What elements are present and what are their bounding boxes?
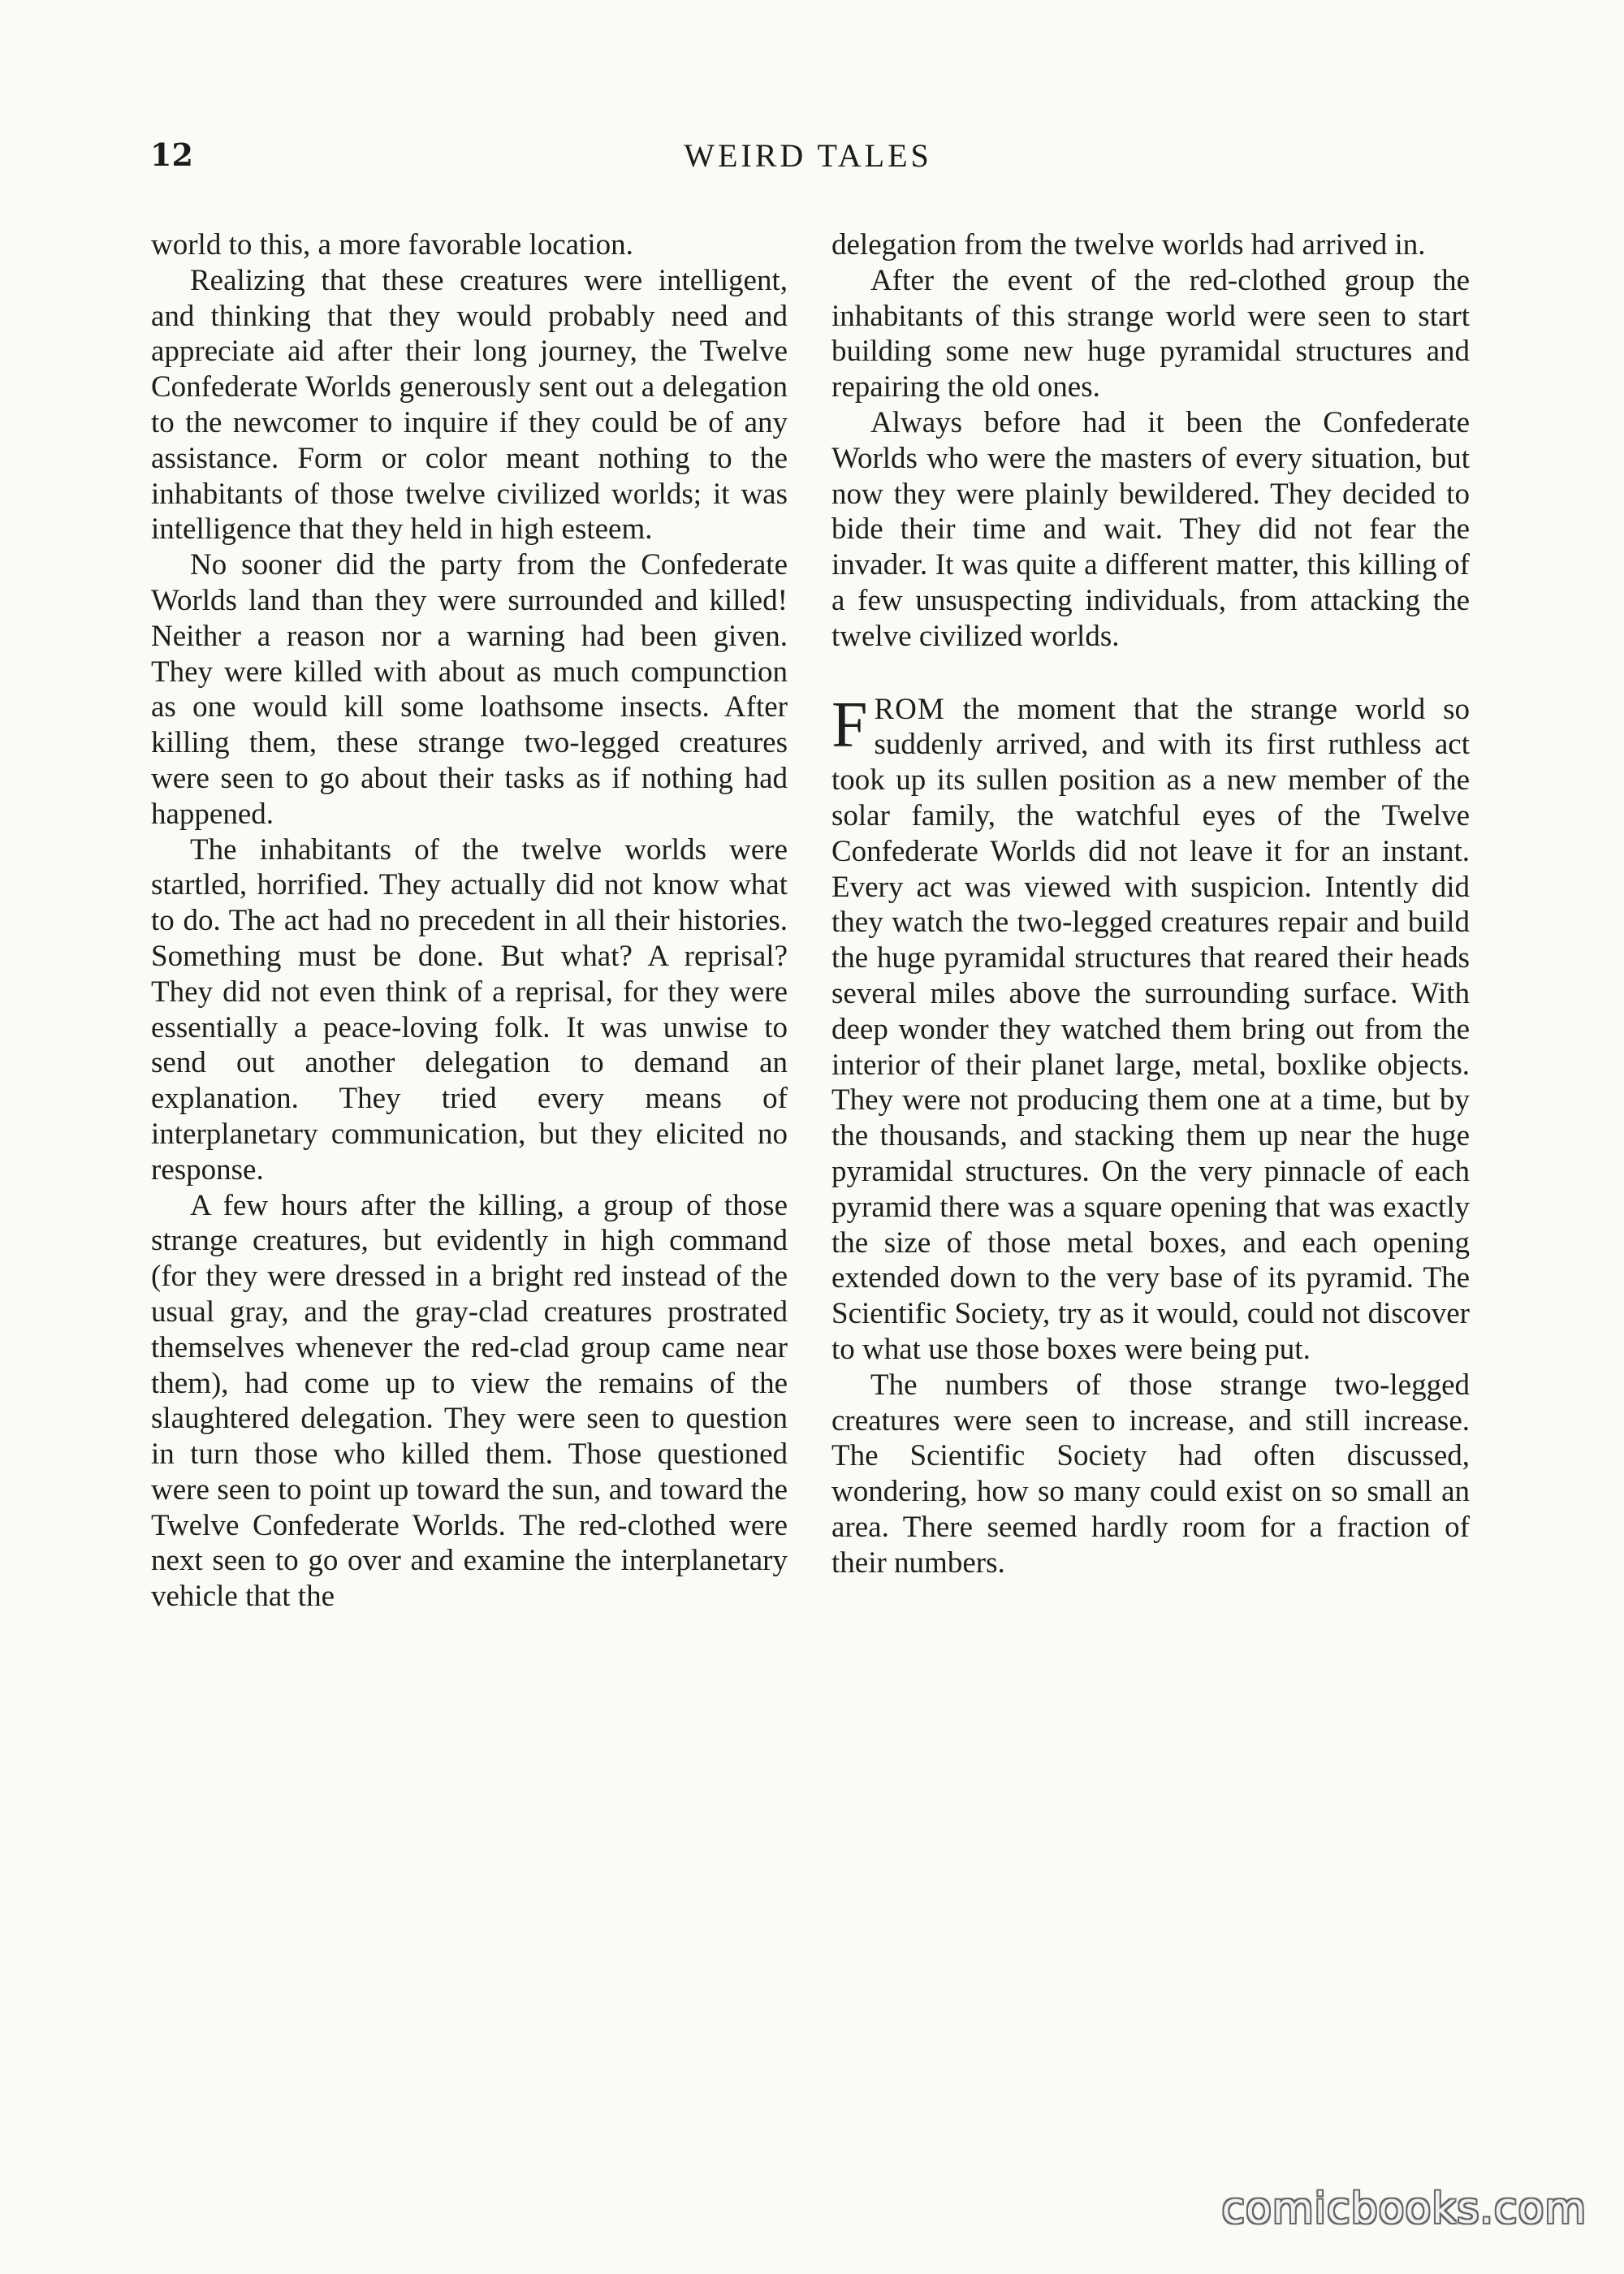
lead-word: ROM — [874, 692, 945, 726]
running-title: WEIRD TALES — [684, 137, 932, 174]
watermark-logo: comicbooks.com — [1221, 2185, 1587, 2233]
page-number: 12 — [150, 136, 193, 173]
paragraph: Always before had it been the Confederate Worlds who were the masters of every situation, but now they were plainly bewildered. They decided to bide their time and wait. They did not fear the invader. It was quite a different matter, this killing of a few unsuspecting individuals, from attacking the twelve civilized worlds. — [831, 405, 1470, 653]
paragraph: world to this, a more favorable location. — [151, 228, 633, 262]
paragraph: The numbers of those strange two-legged creatures were seen to increase, and still increase. The Scientific Society had often discussed, wondering, how so many could exist on so small an area. There seemed hardly room for a fraction of their numbers. — [831, 1368, 1470, 1580]
section-opening-paragraph — [831, 689, 1470, 1368]
paragraph: After the event of the red-clothed group the inhabitants of this strange world were seen to start building some new huge pyramidal structures and repairing the old ones. — [831, 263, 1470, 404]
paragraph: The inhabitants of the twelve worlds were startled, horrified. They actually did not know what to do. The act had no precedent in all their histories. Something must be done. But what? A reprisal? They did not even think of a reprisal, for they were essentially a peace-loving folk. It was unwise to send out another delegation to demand an explanation. They tried every means of interplanetary communication, but they elicited no response. — [151, 832, 788, 1187]
paragraph: Realizing that these creatures were intelligent, and thinking that they would probably need and appreciate aid after their long journey, the Twelve Confederate Worlds generously sent out a delegation to the newcomer to inquire if they could be of any assistance. Form or color meant nothing to the inhabitants of those twelve civilized worlds; it was intelligence that they held in high esteem. — [151, 263, 788, 547]
paragraph: A few hours after the killing, a group of those strange creatures, but evidently in high command (for they were dressed in a bright red instead of the usual gray, and the gray-clad creatures prostrated themselves whenever the red-clad group came near them), had come up to view the remains of the slaughtered delegation. They were seen to question in turn those who killed them. Those questioned were seen to point up toward the sun, and toward the Twelve Confederate Worlds. The red-clothed were next seen to go over and examine the interplanetary vehicle that the — [151, 1188, 788, 1614]
left-column — [151, 227, 788, 1615]
drop-cap: F — [831, 689, 868, 761]
paragraph-text: the moment that the strange world so suddenly arrived, and with its first ruthless act took up its sullen position as a new member of the solar family, the watchful eyes of the Twelve Confederate Worlds did not leave it for an instant. Every act was viewed with suspicion. Intently did they watch the two-legged creatures repair and build the huge pyramidal structures that reared their heads several miles above the surrounding surface. With deep wonder they watched them bring out from the interior of their planet large, metal, boxlike objects. They were not producing them one at a time, but by the thousands, and stacking them up near the huge pyramidal structures. On the very pinnacle of each pyramid there was a square opening that was exactly the size of those metal boxes, and each opening extended down to the very base of its pyramid. The Scientific Society, try as it would, could not discover to what use those boxes were being put. — [831, 692, 1470, 1366]
paragraph: No sooner did the party from the Confederate Worlds land than they were surrounded and killed! Neither a reason nor a warning had been given. They were killed with about as much compunction as one would kill some loathsome insects. After killing them, these strange two-legged creatures were seen to go about their tasks as if nothing had happened. — [151, 548, 788, 831]
page-header — [150, 136, 1466, 185]
right-column — [831, 227, 1470, 1580]
paragraph: delegation from the twelve worlds had arrived in. — [831, 228, 1426, 262]
